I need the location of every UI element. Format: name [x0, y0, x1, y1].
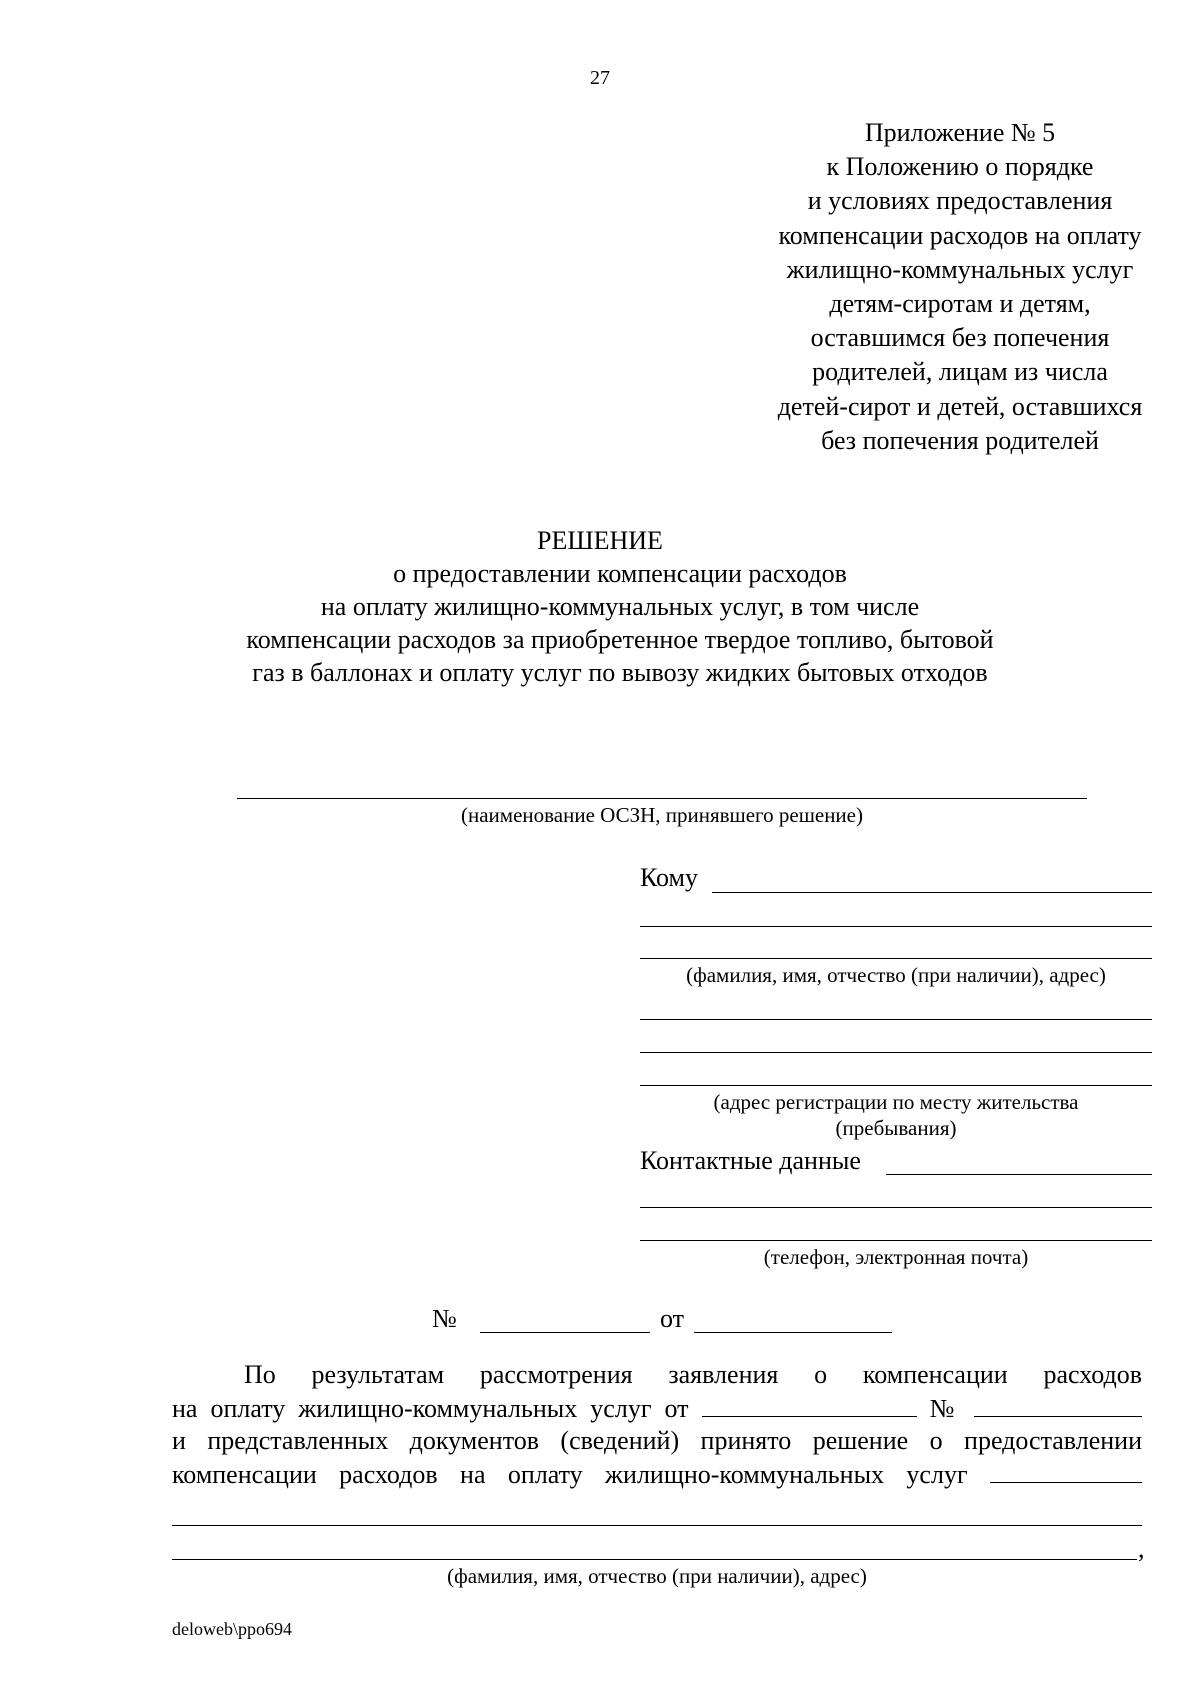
body-number-sign: №: [929, 1393, 961, 1423]
appendix-line: детей-сирот и детей, оставшихся: [777, 391, 1143, 421]
recipient-full-name-field[interactable]: [172, 1525, 1142, 1526]
contacts-label: Контактные данные: [640, 1146, 861, 1175]
body-line: и представленных документов (сведений) принято решение о предоставлении: [172, 1426, 1142, 1455]
contacts-caption: (телефон, электронная почта): [763, 1245, 1029, 1269]
appendix-line: жилищно-коммунальных услуг: [786, 254, 1134, 284]
services-field[interactable]: [990, 1458, 1142, 1483]
authority-caption: (наименование ОСЗН, принявшего решение): [461, 803, 863, 827]
footer-code: deloweb\ppo694: [172, 1619, 292, 1639]
document-title: РЕШЕНИЕ: [537, 526, 663, 555]
page-number: 27: [590, 67, 610, 89]
registration-caption-line: (адрес регистрации по месту жительства: [713, 1090, 1079, 1114]
recipient-to-label: Кому: [640, 863, 699, 892]
trailing-comma: ,: [1138, 1534, 1145, 1563]
recipient-name-field-2[interactable]: [640, 926, 1152, 927]
subtitle-line: о предоставлении компенсации расходов: [393, 559, 847, 588]
appendix-line: к Положению о порядке: [826, 152, 1094, 182]
appendix-line: и условиях предоставления: [807, 186, 1113, 216]
subtitle-line: компенсации расходов за приобретенное твердое топливо, бытовой: [246, 625, 994, 654]
registration-address-field-2[interactable]: [640, 1052, 1152, 1053]
decision-body: [172, 1359, 1142, 1491]
decision-date-field[interactable]: [694, 1332, 892, 1333]
registration-address-field-3[interactable]: [640, 1085, 1152, 1086]
decision-number-field[interactable]: [480, 1332, 650, 1333]
recipient-full-name-field-2[interactable]: [172, 1559, 1137, 1560]
body-line: По результатам рассмотрения заявления о компенсации расходов: [244, 1360, 1142, 1389]
body-line-text: компенсации расходов на оплату жилищно-коммунальных услуг: [172, 1459, 968, 1489]
contacts-field-3[interactable]: [640, 1240, 1152, 1241]
registration-address-field[interactable]: [640, 1019, 1152, 1020]
date-from-label: от: [660, 1304, 685, 1333]
application-date-field[interactable]: [702, 1392, 917, 1417]
subtitle-line: газ в баллонах и оплату услуг по вывозу жидких бытовых отходов: [252, 658, 988, 687]
appendix-line: родителей, лицам из числа: [812, 357, 1108, 387]
number-sign: №: [432, 1304, 457, 1333]
application-number-field[interactable]: [974, 1392, 1142, 1417]
authority-name-field[interactable]: [237, 798, 1087, 799]
recipient-name-caption: (фамилия, имя, отчество (при наличии), адрес): [686, 963, 1106, 987]
body-line: [172, 1458, 1142, 1492]
body-line: [172, 1392, 1142, 1426]
appendix-line: детям-сиротам и детям,: [829, 289, 1091, 319]
appendix-header: [740, 116, 1180, 458]
document-subtitle: [200, 557, 1040, 689]
recipient-name-field-3[interactable]: [640, 958, 1152, 959]
recipient-name-field[interactable]: [712, 892, 1152, 893]
subtitle-line: на оплату жилищно-коммунальных услуг, в том числе: [320, 592, 920, 621]
contacts-field-2[interactable]: [640, 1207, 1152, 1208]
appendix-line: Приложение № 5: [864, 118, 1056, 147]
registration-caption-line: (пребывания): [835, 1116, 957, 1140]
registration-caption: [640, 1089, 1152, 1141]
bottom-caption: (фамилия, имя, отчество (при наличии), адрес): [447, 1564, 867, 1588]
appendix-line: компенсации расходов на оплату: [778, 220, 1142, 250]
appendix-line: оставшимся без попечения: [810, 323, 1110, 353]
appendix-line: без попечения родителей: [821, 425, 1099, 455]
body-line-text: на оплату жилищно-коммунальных услуг от: [172, 1393, 689, 1423]
contacts-field[interactable]: [886, 1174, 1152, 1175]
